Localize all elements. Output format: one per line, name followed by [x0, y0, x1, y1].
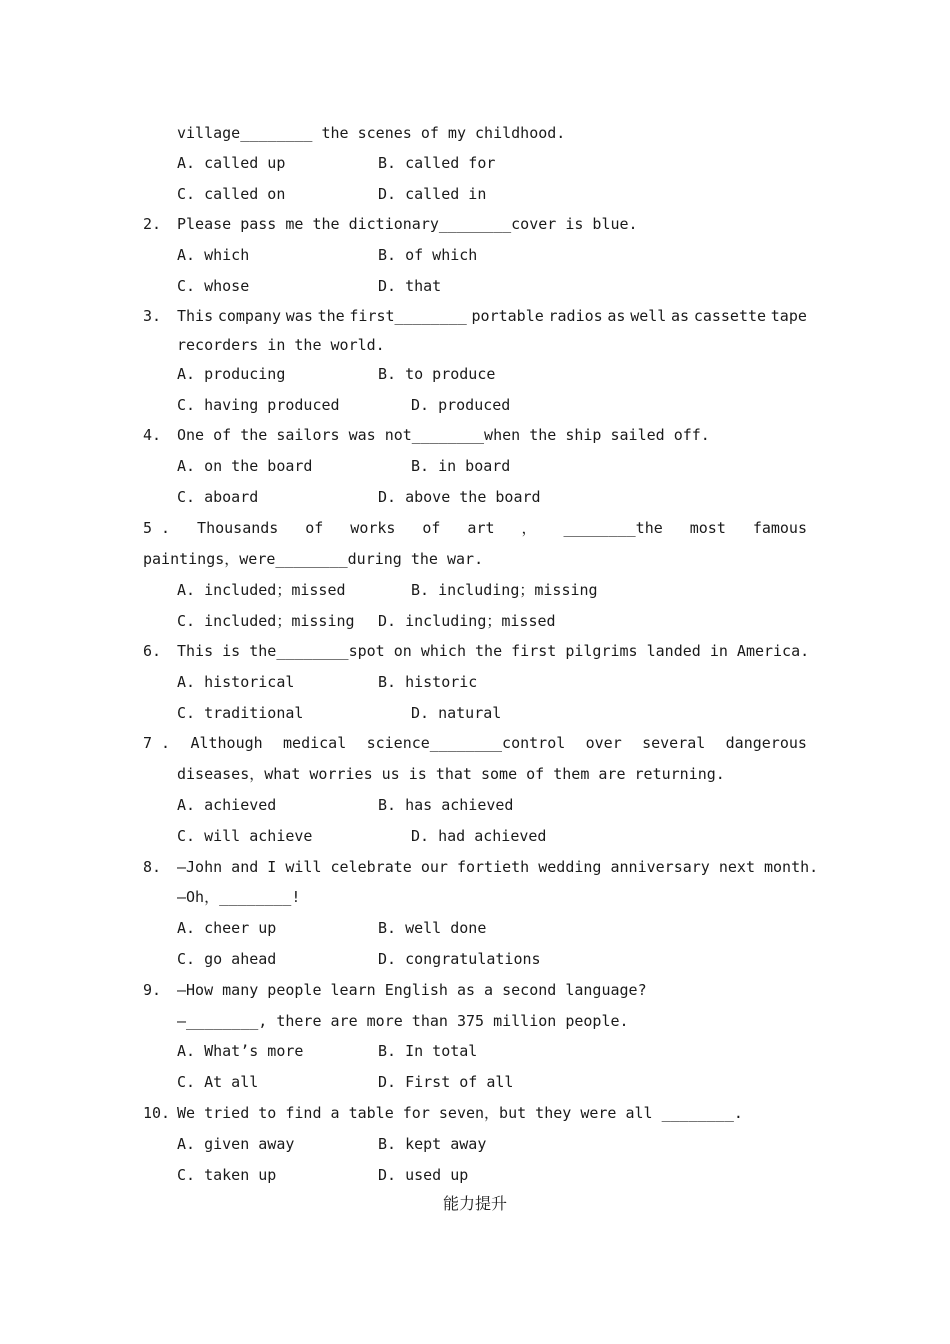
question-7-stem-line-2: diseases，what worries us is that some of them are returning.	[177, 765, 725, 783]
stem-word: over	[585, 734, 622, 752]
question-9-option-d: D. First of all	[378, 1073, 514, 1091]
question-3-option-b: B. to produce	[378, 365, 496, 383]
question-2-option-b: B. of which	[378, 246, 478, 264]
question-10-number: 10.	[143, 1104, 171, 1122]
stem-word: well	[630, 307, 667, 325]
stem-word: the	[317, 307, 345, 325]
stem-word: as	[671, 307, 690, 325]
question-3-option-a: A. producing	[177, 365, 286, 383]
stem-word: several	[642, 734, 706, 752]
stem-word: medical	[283, 734, 347, 752]
question-4-option-b: B. in board	[411, 457, 511, 475]
question-1-option-c: C. called on	[177, 185, 286, 203]
question-6-option-d: D. natural	[411, 704, 502, 722]
question-7-option-a: A. achieved	[177, 796, 277, 814]
question-2-number: 2.	[143, 215, 162, 233]
question-10-option-c: C. taken up	[177, 1166, 277, 1184]
stem-word: was	[285, 307, 313, 325]
question-10-option-a: A. given away	[177, 1135, 295, 1153]
stem-word: science________control	[366, 734, 566, 752]
question-9-reply: —________, there are more than 375 million people.	[177, 1012, 629, 1030]
question-9-option-b: B. In total	[378, 1042, 478, 1060]
question-6-option-a: A. historical	[177, 673, 295, 691]
question-3-stem	[177, 306, 807, 326]
question-7-option-d: D. had achieved	[411, 827, 547, 845]
question-8-stem: —John and I will celebrate our fortieth wedding anniversary next month.	[177, 858, 819, 876]
stem-word: ，	[521, 519, 537, 537]
question-7-option-c: C. will achieve	[177, 827, 313, 845]
question-5-option-d: D. including；missed	[378, 612, 556, 630]
question-8-number: 8.	[143, 858, 162, 876]
question-3-option-c: C. having produced	[177, 396, 340, 414]
question-5-stem	[143, 518, 807, 538]
stem-word: Although	[190, 734, 263, 752]
question-4-option-d: D. above the board	[378, 488, 541, 506]
question-1-stem-continued: village________ the scenes of my childhood.	[177, 124, 566, 142]
question-8-option-c: C. go ahead	[177, 950, 277, 968]
stem-word: dangerous	[725, 734, 807, 752]
stem-word: as	[607, 307, 626, 325]
question-1-option-b: B. called for	[378, 154, 496, 172]
question-8-option-a: A. cheer up	[177, 919, 277, 937]
question-6-option-b: B. historic	[378, 673, 478, 691]
question-4-number: 4.	[143, 426, 162, 444]
question-6-option-c: C. traditional	[177, 704, 304, 722]
stem-word: most	[689, 519, 726, 537]
question-2-option-d: D. that	[378, 277, 442, 295]
question-2-option-a: A. which	[177, 246, 250, 264]
question-5-option-c: C. included；missing	[177, 612, 355, 630]
question-5-stem-line-2: paintings，were________during the war.	[143, 550, 484, 568]
question-5-number: 5 .	[143, 519, 171, 537]
question-1-option-d: D. called in	[378, 185, 487, 203]
stem-word: of	[422, 519, 441, 537]
question-3-option-d: D. produced	[411, 396, 511, 414]
section-heading: 能力提升	[442, 1194, 507, 1213]
question-7-stem	[143, 733, 807, 753]
stem-word: of	[305, 519, 324, 537]
question-2-stem: Please pass me the dictionary________cover is blue.	[177, 215, 638, 233]
question-8-option-b: B. well done	[378, 919, 487, 937]
stem-word: tape	[770, 307, 807, 325]
question-7-option-b: B. has achieved	[378, 796, 514, 814]
question-1-option-a: A. called up	[177, 154, 286, 172]
stem-word: This	[177, 307, 214, 325]
stem-word: ________the	[563, 519, 663, 537]
question-7-number: 7 .	[143, 734, 171, 752]
question-10-option-b: B. kept away	[378, 1135, 487, 1153]
question-9-option-c: C. At all	[177, 1073, 259, 1091]
question-5-option-b: B. including；missing	[411, 581, 598, 599]
stem-word: portable	[471, 307, 544, 325]
question-4-option-a: A. on the board	[177, 457, 313, 475]
stem-word: famous	[752, 519, 807, 537]
stem-word: art	[467, 519, 495, 537]
stem-word: Thousands	[197, 519, 279, 537]
question-9-number: 9.	[143, 981, 162, 999]
question-6-number: 6.	[143, 642, 162, 660]
question-6-stem: This is the________spot on which the first pilgrims landed in America.	[177, 642, 810, 660]
question-8-reply: —Oh，________!	[177, 888, 301, 906]
stem-word: radios	[548, 307, 603, 325]
question-10-stem: We tried to find a table for seven，but they were all ________.	[177, 1104, 743, 1122]
question-9-option-a: A. What’s more	[177, 1042, 304, 1060]
question-3-number: 3.	[143, 307, 162, 325]
question-3-stem-line-2: recorders in the world.	[177, 336, 385, 354]
stem-word: works	[350, 519, 396, 537]
question-2-option-c: C. whose	[177, 277, 250, 295]
question-10-option-d: D. used up	[378, 1166, 469, 1184]
question-5-option-a: A. included；missed	[177, 581, 346, 599]
stem-word: first________	[349, 307, 467, 325]
stem-word: cassette	[693, 307, 767, 325]
question-9-stem: —How many people learn English as a second language?	[177, 981, 647, 999]
question-4-option-c: C. aboard	[177, 488, 259, 506]
question-4-stem: One of the sailors was not________when the ship sailed off.	[177, 426, 710, 444]
stem-word: company	[217, 307, 282, 325]
question-8-option-d: D. congratulations	[378, 950, 541, 968]
